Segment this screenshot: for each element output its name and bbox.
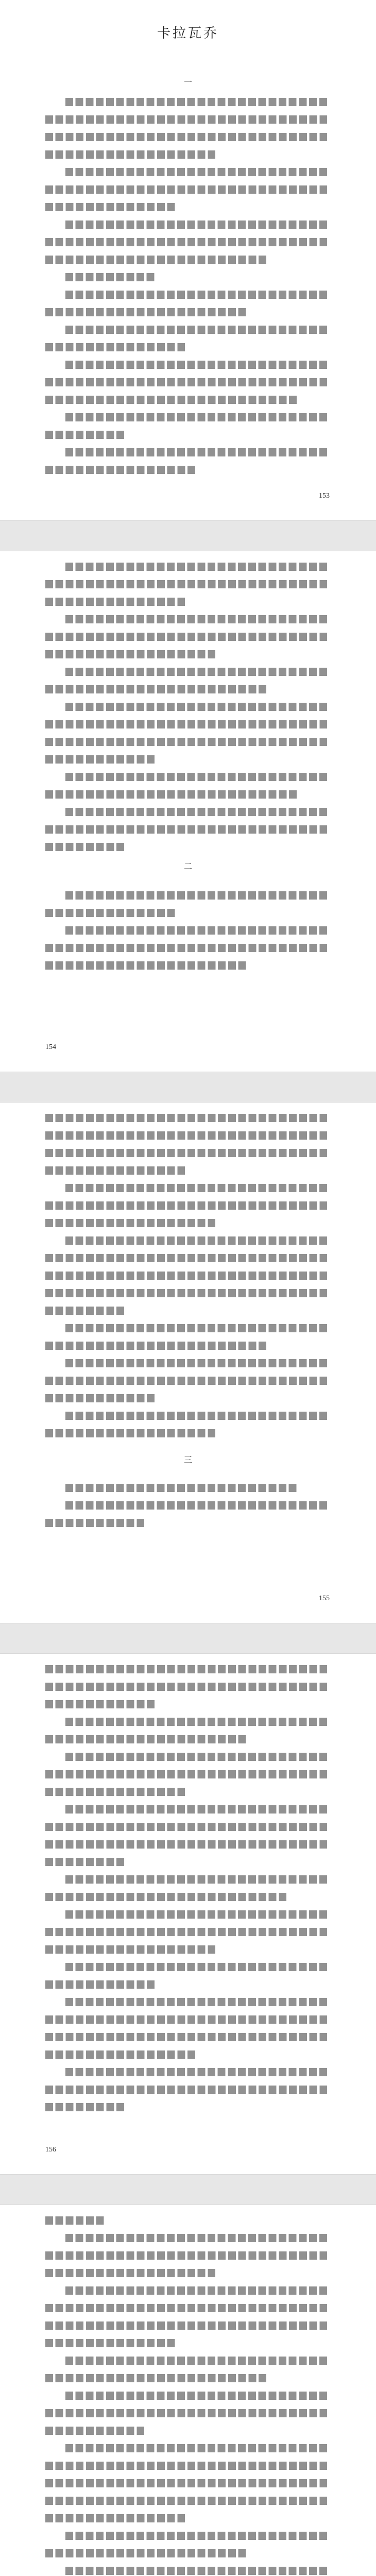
text-line: [65, 2234, 327, 2242]
text-line: [45, 825, 327, 834]
text-line: [65, 2444, 327, 2452]
text-line: [45, 378, 327, 386]
text-line: [45, 396, 297, 404]
text-line: [65, 168, 327, 176]
text-line: [45, 1945, 215, 1954]
text-line: [45, 185, 327, 194]
text-line: [45, 2103, 124, 2111]
text-line: [65, 773, 327, 781]
text-line: [65, 1359, 327, 1367]
text-line: [45, 2409, 327, 2417]
text-line: [45, 203, 175, 211]
text-line: [45, 133, 327, 141]
text-line: [45, 1840, 327, 1849]
text-line: [45, 1201, 327, 1210]
text-line: [45, 1149, 327, 1157]
text-line: [65, 291, 327, 299]
text-line: [65, 563, 327, 571]
text-line: [45, 909, 175, 917]
text-line: [45, 720, 327, 728]
text-line: [65, 1236, 327, 1245]
text-line: [45, 650, 215, 658]
text-line: [45, 1700, 155, 1708]
text-line: [65, 1963, 327, 1971]
text-line: [65, 326, 327, 334]
text-line: [65, 1412, 327, 1420]
text-line: [65, 2392, 327, 2400]
text-line: [65, 221, 327, 229]
text-line: [45, 1219, 215, 1227]
section-mark-one: 一: [183, 77, 192, 87]
text-line: [45, 238, 327, 246]
text-line: [45, 1928, 327, 1936]
text-line: [45, 1980, 155, 1989]
section-mark-two: 二: [183, 861, 192, 871]
text-line: [65, 1998, 327, 2006]
text-line: [45, 2374, 266, 2382]
text-line: [45, 2050, 195, 2059]
text-line: [45, 2086, 327, 2094]
text-line: [45, 1683, 327, 1691]
text-line: [45, 580, 327, 588]
text-line: [65, 361, 327, 369]
text-line: [45, 2479, 327, 2487]
text-line: [65, 1805, 327, 1814]
text-line: [45, 1770, 327, 1778]
book-page: [0, 1103, 376, 1623]
text-line: [45, 1893, 286, 1901]
text-line: [45, 598, 185, 606]
text-line: [65, 98, 327, 106]
text-line: [65, 1718, 327, 1726]
text-line: [45, 2514, 185, 2522]
text-line: [45, 1114, 327, 1122]
text-line: [45, 308, 246, 316]
text-line: [45, 1519, 144, 1527]
text-line: [45, 2427, 144, 2435]
text-line: [45, 2462, 327, 2470]
text-line: [65, 1875, 327, 1884]
text-line: [65, 2357, 327, 2365]
text-line: [65, 1910, 327, 1919]
section-mark-three: 三: [183, 1455, 192, 1465]
text-line: [45, 1272, 327, 1280]
page-number: 155: [319, 1595, 330, 1602]
text-line: [65, 1753, 327, 1761]
text-line: [45, 961, 246, 970]
text-line: [45, 944, 327, 952]
text-line: [45, 1289, 327, 1297]
text-line: [45, 2339, 175, 2347]
page-number: 154: [45, 1043, 56, 1051]
text-line: [45, 115, 327, 124]
text-line: [65, 2532, 327, 2540]
text-line: [45, 755, 155, 764]
text-line: [45, 1254, 327, 1262]
text-line: [65, 668, 327, 676]
text-line: [65, 413, 327, 421]
text-line: [45, 1823, 327, 1831]
text-line: [45, 1788, 185, 1796]
book-page: [0, 551, 376, 1072]
text-line: [45, 1131, 327, 1140]
text-line: [65, 615, 327, 623]
text-line: [45, 2321, 327, 2330]
text-line: [65, 2567, 327, 2575]
chapter-title: 卡拉瓦乔: [157, 26, 219, 41]
text-line: [45, 2033, 327, 2041]
text-line: [45, 843, 124, 851]
book-page: [0, 0, 376, 520]
text-line: [65, 1324, 327, 1332]
page-number: 153: [319, 492, 330, 500]
text-line: [45, 1429, 215, 1437]
text-line: [65, 273, 155, 281]
text-line: [45, 431, 124, 439]
text-line: [45, 2497, 327, 2505]
text-line: [45, 2216, 104, 2225]
text-line: [45, 790, 297, 799]
text-line: [65, 808, 327, 816]
text-line: [45, 256, 266, 264]
text-line: [45, 150, 215, 159]
text-line: [65, 2068, 327, 2076]
text-line: [45, 1665, 327, 1673]
text-line: [45, 2251, 327, 2260]
text-line: [45, 1166, 185, 1175]
text-line: [65, 1184, 327, 1192]
text-line: [45, 1307, 124, 1315]
text-line: [45, 1735, 246, 1743]
text-line: [65, 448, 327, 456]
page-number: 156: [45, 2146, 56, 2154]
text-line: [45, 685, 266, 693]
text-line: [65, 926, 327, 935]
text-line: [45, 2549, 246, 2557]
text-line: [45, 2269, 215, 2277]
text-line: [65, 891, 327, 900]
text-line: [45, 343, 185, 351]
text-line: [45, 1342, 266, 1350]
text-line: [65, 2286, 327, 2295]
book-page: [0, 2205, 376, 2576]
text-line: [45, 1394, 155, 1402]
text-line: [45, 2304, 327, 2312]
text-line: [65, 1501, 327, 1510]
text-line: [45, 466, 195, 474]
book-page: [0, 1654, 376, 2174]
text-line: [45, 738, 327, 746]
text-line: [45, 1858, 124, 1866]
text-line: [45, 1377, 327, 1385]
text-line: [65, 703, 327, 711]
text-line: [65, 1484, 297, 1492]
text-line: [45, 2015, 327, 2024]
text-line: [45, 633, 327, 641]
